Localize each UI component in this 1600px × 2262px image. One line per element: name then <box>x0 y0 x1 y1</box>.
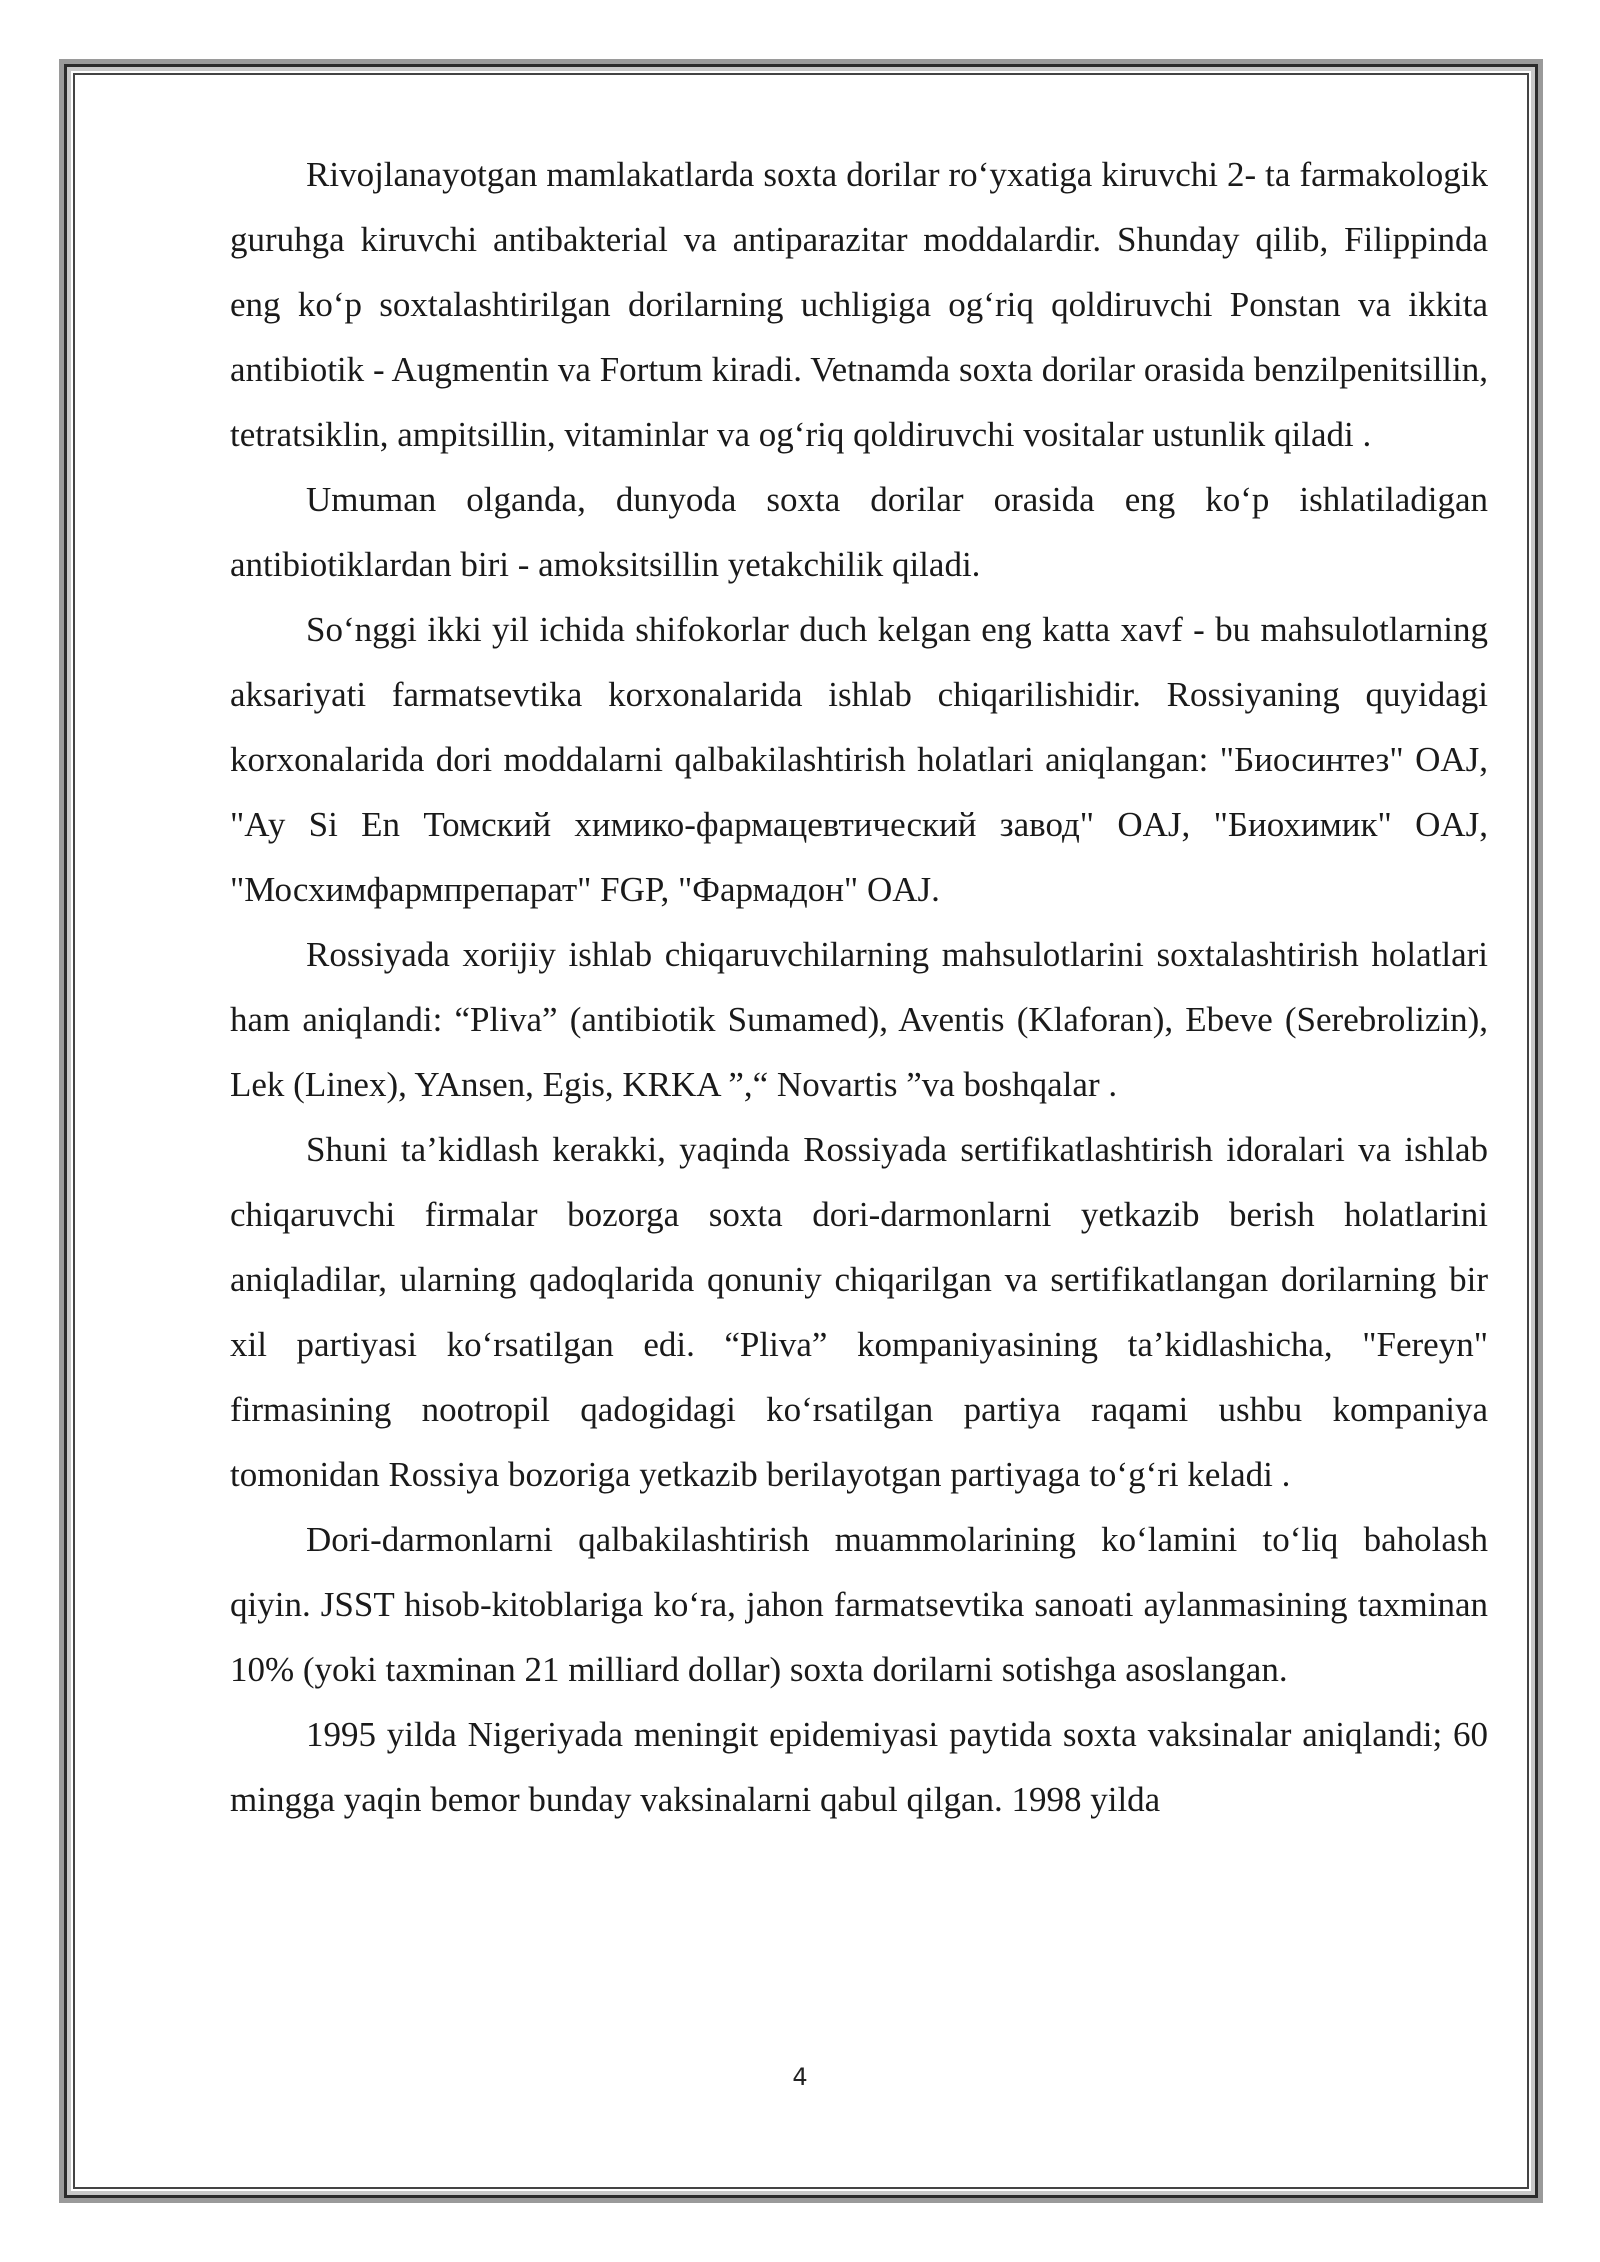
page-number: 4 <box>792 2063 808 2091</box>
paragraph-7: 1995 yilda Nigeriyada meningit epidemiyasi paytida soxta vaksinalar aniqlandi; 60 mingga yaqin bemor bunday vaksinalarni qabul qilgan. 1998 yilda <box>230 1715 1488 1819</box>
paragraph-2: Umuman olganda, dunyoda soxta dorilar orasida eng ko‘p ishlatiladigan antibiotiklardan biri - amoksitsillin yetakchilik qiladi. <box>230 480 1488 584</box>
paragraph-5: Shuni ta’kidlash kerakki, yaqinda Rossiyada sertifikatlashtirish idoralari va ishlab chiqaruvchi firmalar bozorga soxta dori-darmonlarni yetkazib berish holatlarini aniqladilar, ularning qadoqlarida qonuniy chiqarilgan va sertifikatlangan dorilarning bir xil partiyasi ko‘rsatilgan edi. “Pliva” kompaniyasining ta’kidlashicha, "Fereyn" firmasining nootropil qadogidagi ko‘rsatilgan partiya raqami ushbu kompaniya tomonidan Rossiya bozoriga yetkazib berilayotgan partiyaga to‘g‘ri keladi . <box>230 1130 1488 1494</box>
document-body <box>230 142 1488 1832</box>
paragraph-3: So‘nggi ikki yil ichida shifokorlar duch kelgan eng katta xavf - bu mahsulotlarning aksariyati farmatsevtika korxonalarida ishlab chiqarilishidir. Rossiyaning quyidagi korxonalarida dori moddalarni qalbakilashtirish holatlari aniqlangan: "Биосинтез" OAJ, "Ау Si En Томский химико-фармацевтический завод" OAJ, "Биохимик" OAJ, "Мосхимфармпрепарат" FGP, "Фармадон" OAJ. <box>230 610 1488 909</box>
paragraph-6: Dori-darmonlarni qalbakilashtirish muammolarining ko‘lamini to‘liq baholash qiyin. JSST hisob-kitoblariga ko‘ra, jahon farmatsevtika sanoati aylanmasining taxminan 10% (yoki taxminan 21 milliard dollar) soxta dorilarni sotishga asoslangan. <box>230 1520 1488 1689</box>
paragraph-1: Rivojlanayotgan mamlakatlarda soxta dorilar ro‘yxatiga kiruvchi 2- ta farmakologik guruhga kiruvchi antibakterial va antiparazitar moddalardir. Shunday qilib, Filippinda eng ko‘p soxtalashtirilgan dorilarning uchligiga og‘riq qoldiruvchi Ponstan va ikkita antibiotik - Augmentin va Fortum kiradi. Vetnamda soxta dorilar orasida benzilpenitsillin, tetratsiklin, ampitsillin, vitaminlar va og‘riq qoldiruvchi vositalar ustunlik qiladi . <box>230 155 1488 454</box>
paragraph-4: Rossiyada xorijiy ishlab chiqaruvchilarning mahsulotlarini soxtalashtirish holatlari ham aniqlandi: “Pliva” (antibiotik Sumamed), Aventis (Klaforan), Ebeve (Serebrolizin), Lek (Linex), YAnsen, Egis, KRKA ”,“ Novartis ”va boshqalar . <box>230 935 1488 1104</box>
